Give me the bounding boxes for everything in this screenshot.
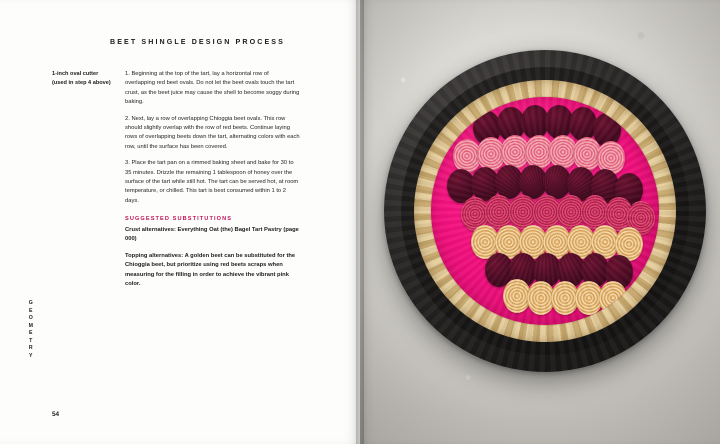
- crust-inner-shadow: [430, 96, 660, 326]
- step-paragraph-1: 1. Beginning at the top of the tart, lay a horizontal row of overlapping red beet ovals. Do not let the beet ovals touch the tart crust, as the beet juice may cause the shell to become soggy during baking.: [125, 71, 300, 106]
- tart-pan: [384, 50, 706, 372]
- step-paragraph-3: 3. Place the tart pan on a rimmed baking sheet and bake for 30 to 35 minutes. Drizzle the remaining 1 tablespoon of honey over the surface of the tart while still hot. The tart can be served hot, at room temperature, or chilled. This tart is best consumed within 1 to 2 days.: [125, 160, 299, 204]
- substitution-crust: Crust alternatives: Everything Oat (the) Bagel Tart Pastry (page 000): [125, 227, 299, 243]
- page-number: 54: [52, 411, 60, 418]
- section-tab-label: G E O M E T R Y: [28, 300, 34, 359]
- step-paragraph-2: 2. Next, lay a row of overlapping Chioggia beet ovals. This row should slightly overlap with the row of red beets. Continue laying rows of overlapping beets down the tart, alternating colors with each row, until the surface has been covered.: [125, 115, 300, 150]
- section-tab: [26, 300, 36, 360]
- tart-pan-inner: [401, 67, 689, 355]
- margin-caption: 1-inch oval cutter (used in step 4 above): [52, 71, 111, 86]
- right-page-photo: [360, 0, 720, 444]
- beet-filling: [431, 97, 659, 325]
- tart-crust: [414, 80, 676, 342]
- book-gutter: [356, 0, 364, 444]
- substitutions-heading: SUGGESTED SUBSTITUTIONS: [125, 216, 233, 223]
- substitution-topping: Topping alternatives: A golden beet can be substituted for the Chioggia beet, but prioritize using red beets scraps when measuring for the filling in order to achieve the vibrant pink color.: [125, 252, 296, 288]
- page-title: BEET SHINGLE DESIGN PROCESS: [110, 38, 285, 46]
- body-column: [125, 70, 300, 296]
